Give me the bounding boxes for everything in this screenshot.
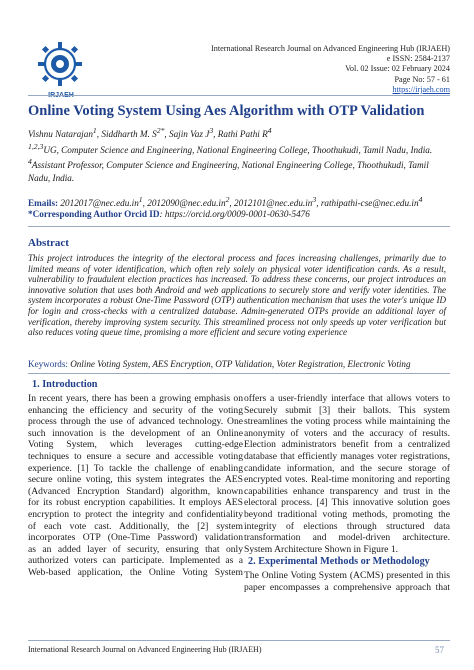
email-sup: 2 <box>225 195 230 204</box>
footer-divider <box>28 640 450 641</box>
orcid-value[interactable]: : https://orcid.org/0009-0001-0630-5476 <box>159 209 310 219</box>
body-line: The Online Voting System (ACMS) presented in this <box>244 570 450 581</box>
logo-text: IRJAEH <box>48 92 74 99</box>
intro-line: of each vote cast. Additionally, the [2] system <box>28 520 243 532</box>
author-list: Vishnu Natarajan$^1$, Siddharth M. $S^{2*}$, Sajin Vaz $J^3$, Rathi Pathi $R^4$ <box>28 126 272 140</box>
email-address[interactable]: 2012101@nec.edu.in <box>234 198 313 209</box>
email-sup: 3 <box>312 195 317 204</box>
affiliation-sup: 4 <box>28 157 32 166</box>
email-sup: 4 <box>418 195 423 204</box>
journal-logo <box>30 38 90 98</box>
keywords-line <box>28 359 411 369</box>
abstract-text: This project introduces the integrity of the electoral process and faces increasing challenges, primarily due to limited means of voter identification, which often rely solely on physical voter identification cards. As a result, vulnerability to fraudulent election practices has increased. To address these concerns, our project introduces an innovative solution that uses both Android and web applications to securely store and verify voter identities. The system incorporates a robust One-Time Password (OTP) authentication mechanism that uses the voter's unique ID for login and cross-checks with a centralized database. Admin-generated OTPs provide an additional layer of verification, thereby improving system security. This streamlined process not only speeds up voter verification but also reduces voting queue time, promising a more efficient and secure voting experience <box>28 253 446 338</box>
journal-name: International Research Journal on Advanced Engineering Hub (IRJAEH) <box>211 44 450 53</box>
orcid-label: *Corresponding Author Orcid ID <box>28 209 160 219</box>
affiliation-text: UG, Computer Science and Engineering, National Engineering College, Thoothukudi, Tamil Nadu, India. <box>43 145 433 156</box>
methods-body <box>244 570 450 593</box>
author-name: Vishnu Natarajan <box>28 129 93 140</box>
intro-line: such innovation is the development of an Online <box>28 427 243 439</box>
intro-line: encryption to protect the integrity and confidentiality <box>28 508 243 520</box>
author-name: Sajin Vaz J <box>168 129 210 140</box>
footer-journal: International Research Journal on Advanced Engineering Hub (IRJAEH) <box>28 645 262 654</box>
emails-label: Emails: <box>28 198 59 209</box>
affiliation-sup: 1,2,3 <box>28 142 44 151</box>
intro-line: Voting System, which leverages cutting-edge <box>28 439 243 451</box>
intro-line: (Advanced Encryption Standard) algorithm, known <box>28 485 243 497</box>
intro-heading: 1. Introduction <box>32 379 98 390</box>
body-line: Election administrators benefit from a centralized <box>244 439 450 451</box>
author-name: Siddharth M. S <box>101 129 157 140</box>
body-line: anonymity of voters and the accuracy of results. <box>244 427 450 439</box>
intro-line: authorized voters can participate. Implemented as a <box>28 555 243 567</box>
body-line: encrypted votes. Real-time monitoring and reporting <box>244 474 450 486</box>
keywords-text: Online Voting System, AES Encryption, OTP Validation, Voter Registration, Electronic Voting <box>70 359 411 369</box>
body-line: beyond traditional voting methods, promoting the <box>244 508 450 520</box>
body-line: Securely submit [3] their ballots. This system <box>244 404 450 416</box>
email-address[interactable]: 2012017@nec.edu.in <box>60 198 139 209</box>
journal-volume: Vol. 02 Issue: 02 February 2024 <box>345 64 450 74</box>
journal-issn: e ISSN: 2584-2137 <box>386 54 450 64</box>
body-line: System Architecture Shown in Figure 1. <box>244 543 399 555</box>
header-divider <box>28 95 450 96</box>
body-line: transformation and model-driven architecture. <box>244 532 450 544</box>
intro-line: techniques to ensure a secure and accessible voting <box>28 450 243 462</box>
journal-url-link[interactable]: https://irjaeh.com <box>392 84 450 94</box>
affiliation <box>28 155 448 185</box>
paper-title: Online Voting System Using Aes Algorithm with OTP Validation <box>28 103 425 119</box>
author-sup: 1 <box>92 126 97 135</box>
body-line: database that efficiently manages voter registrations, <box>244 450 450 462</box>
body-line: paper encompasses a comprehensive approach that <box>244 581 450 593</box>
intro-line: process through the use of advanced technology. One <box>28 416 243 428</box>
intro-line: secure online voting, this system integrates the AES <box>28 474 243 486</box>
body-line: capabilities enhance transparency and trust in the <box>244 485 450 497</box>
orcid-line <box>28 209 310 219</box>
keywords-divider <box>28 373 450 374</box>
intro-line: experience. [1] To tackle the challenge of enabling <box>28 462 243 474</box>
journal-header <box>130 44 450 95</box>
intro-body <box>28 393 243 579</box>
right-column-body <box>244 393 450 555</box>
emails-line: Emails: $2012017@nec.edu.in^1$, $2012090@nec.edu.in^2$, $2012101@nec.edu.in^3$, rathipathi-$cse@nec.edu.in^4$ <box>28 195 423 209</box>
affiliation-text: Assistant Professor, Computer Science and Engineering, National Engineering College, Thoothukudi, Tamil Nadu, India. <box>28 160 429 184</box>
email-address[interactable]: rathipathi-cse@nec.edu.in <box>320 198 419 209</box>
author-name: Rathi Pathi R <box>217 129 268 140</box>
intro-line: enhancing the efficiency and security of the voting <box>28 404 243 416</box>
keywords-label: Keywords: <box>28 359 68 369</box>
body-line: candidate information, and the secure storage of <box>244 462 450 474</box>
email-address[interactable]: 2012090@nec.edu.in <box>147 198 226 209</box>
body-line: offers a user-friendly interface that allows voters to <box>244 393 450 404</box>
body-line: integrity of elections through structured data <box>244 520 450 532</box>
author-sup: 4 <box>267 126 272 135</box>
intro-line: as an added layer of security, ensuring that only <box>28 543 243 555</box>
abstract-divider <box>28 226 450 227</box>
page-number: 57 <box>435 645 444 655</box>
author-sup: 3 <box>209 126 214 135</box>
body-line: electoral process. [4] This innovative solution goes <box>244 497 450 509</box>
abstract-heading: Abstract <box>28 237 69 249</box>
journal-pages: Page No: 57 - 61 <box>394 74 450 84</box>
intro-line: In recent years, there has been a growing emphasis on <box>28 393 243 404</box>
intro-line: incorporates OTP (One-Time Password) validation <box>28 532 243 544</box>
intro-line: for its robust encryption capabilities. It employs AES <box>28 497 243 509</box>
author-sup: 2* <box>156 126 165 135</box>
body-line: streamlines the voting process while maintaining the <box>244 416 450 428</box>
intro-line: Web-based application, the Online Voting System <box>28 566 243 578</box>
email-sup: 1 <box>138 195 143 204</box>
methods-heading: 2. Experimental Methods or Methodology <box>248 556 430 567</box>
